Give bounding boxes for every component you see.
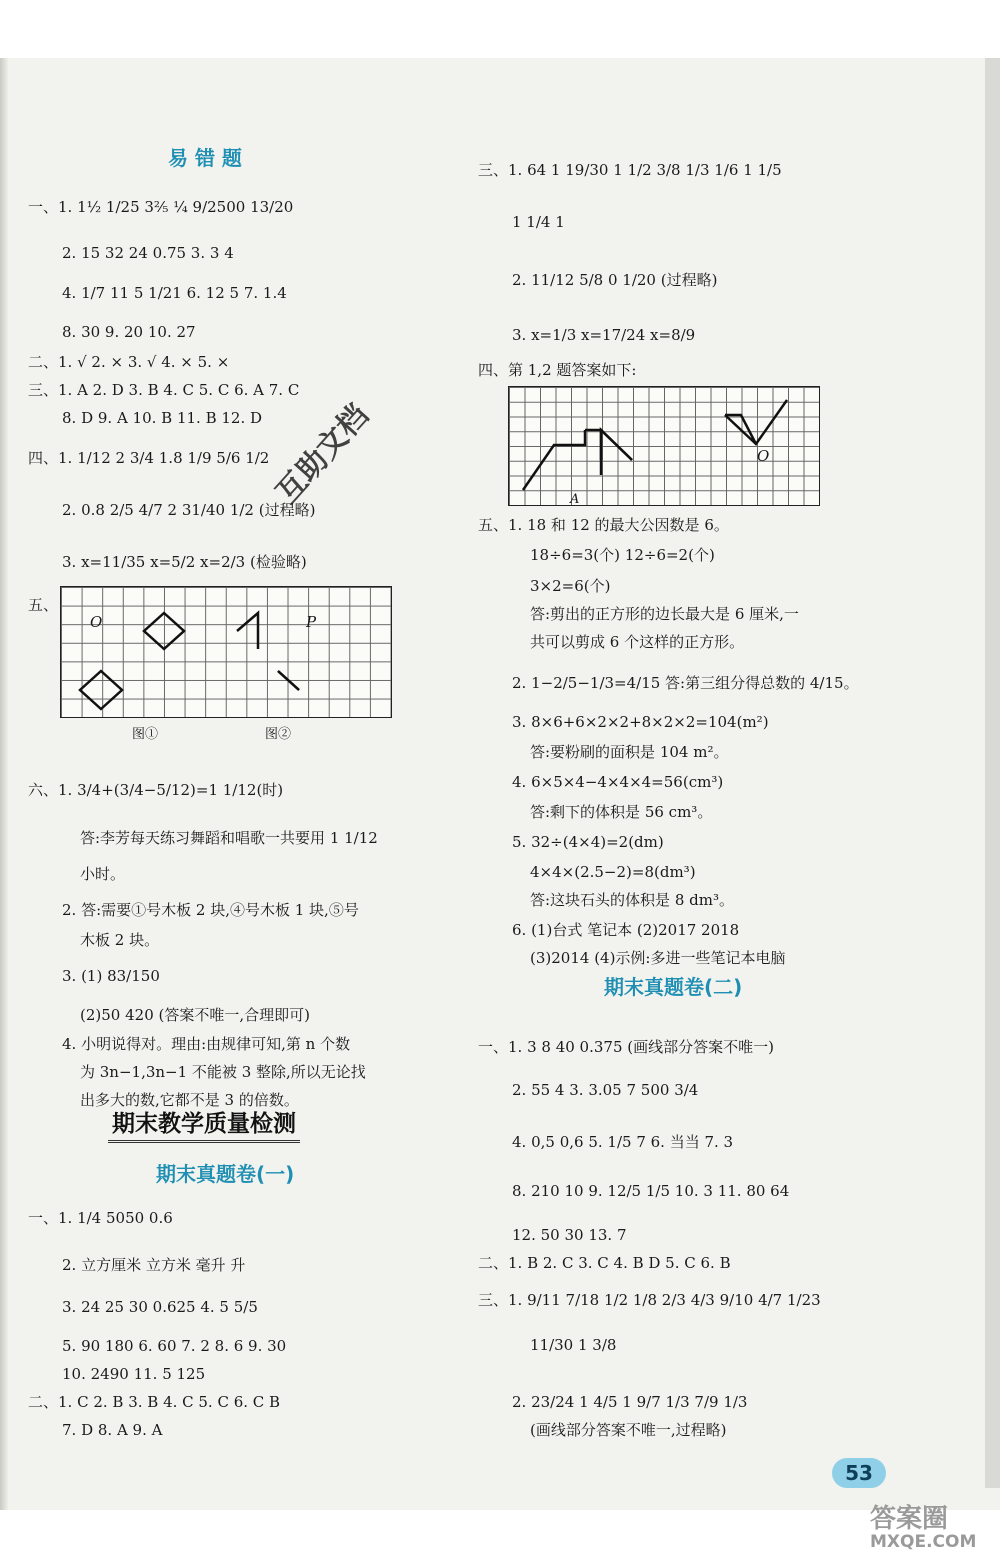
left-answer-line: 一、1. 1/4 5050 0.6 [28,1209,173,1227]
page-edge [985,58,1000,1488]
exam-paper-1-title: 期末真题卷(一) [156,1162,295,1186]
right-answer-line: 答:剩下的体积是 56 cm³。 [530,803,713,821]
right-answer-line: (画线部分答案不唯一,过程略) [530,1421,727,1439]
right-answer-line: 答:剪出的正方形的边长最大是 6 厘米,一 [530,605,799,623]
stamp-watermark: 互助文档 [269,398,376,511]
left-answer-line: 2. 立方厘米 立方米 毫升 升 [62,1256,246,1274]
left-answer-line: 3. (1) 83/150 [62,967,160,985]
label-a: A [570,492,580,507]
grid-figure-left-shapes [60,586,392,718]
left-answer-line: 8. D 9. A 10. B 11. B 12. D [62,409,263,427]
left-answer-line: 四、1. 1/12 2 3/4 1.8 1/9 5/6 1/2 [28,449,270,467]
left-answer-line: 五、 [28,596,59,614]
left-answer-line: 10. 2490 11. 5 125 [62,1365,206,1383]
right-answer-line: 二、1. B 2. C 3. C 4. B D 5. C 6. B [478,1254,731,1272]
label-p: P [306,613,317,631]
page-fold-shadow [0,58,8,1510]
figure-1-caption: 图① [132,727,159,742]
grid-figure-right-shapes [508,386,820,506]
right-answer-line: 11/30 1 3/8 [530,1336,617,1354]
left-answer-line: 三、1. A 2. D 3. B 4. C 5. C 6. A 7. C [28,381,300,399]
right-answer-line: 1 1/4 1 [512,213,565,231]
figure-2-caption: 图② [265,727,292,742]
right-answer-line: 5. 32÷(4×4)=2(dm) [512,833,664,851]
left-answer-line: 8. 30 9. 20 10. 27 [62,323,196,341]
left-answer-line: 二、1. √ 2. × 3. √ 4. × 5. × [28,353,230,371]
top-margin [0,0,1000,58]
left-answer-line: 4. 小明说得对。理由:由规律可知,第 n 个数 [62,1035,351,1053]
right-answer-line: 4. 6×5×4−4×4×4=56(cm³) [512,773,724,791]
right-answer-line: 四、第 1,2 题答案如下: [478,361,637,379]
site-watermark: 答案圈 [870,1504,949,1534]
right-answer-line: 三、1. 64 1 19/30 1 1/2 3/8 1/3 1/6 1 1/5 [478,161,782,179]
exam-paper-2-title: 期末真题卷(二) [604,975,743,999]
page-number: 53 [832,1458,886,1488]
left-answer-line: 3. 24 25 30 0.625 4. 5 5/5 [62,1298,258,1316]
right-answer-line: 答:这块石头的体积是 8 dm³。 [530,891,734,909]
right-answer-line: 18÷6=3(个) 12÷6=2(个) [530,546,715,564]
left-answer-line: 六、1. 3/4+(3/4−5/12)=1 1/12(时) [28,781,284,799]
bottom-margin [0,1510,1000,1565]
left-answer-line: (2)50 420 (答案不唯一,合理即可) [80,1006,310,1024]
left-answer-line: 4. 1/7 11 5 1/21 6. 12 5 7. 1.4 [62,284,287,302]
left-answer-line: 2. 0.8 2/5 4/7 2 31/40 1/2 (过程略) [62,501,316,519]
right-answer-line: 2. 55 4 3. 3.05 7 500 3/4 [512,1081,699,1099]
site-watermark-url: MXQE.COM [870,1532,977,1552]
label-o: O [90,613,103,631]
right-answer-line: 2. 11/12 5/8 0 1/20 (过程略) [512,271,718,289]
left-answer-line: 答:李芳每天练习舞蹈和唱歌一共要用 1 1/12 [80,829,378,847]
left-answer-line: 木板 2 块。 [80,931,160,949]
left-answer-line: 2. 答:需要①号木板 2 块,④号木板 1 块,⑤号 [62,901,359,919]
left-answer-line: 为 3n−1,3n−1 不能被 3 整除,所以无论找 [80,1063,366,1081]
right-answer-line: 3×2=6(个) [530,577,611,595]
right-answer-line: 2. 1−2/5−1/3=4/15 答:第三组分得总数的 4/15。 [512,674,859,692]
left-answer-line: 二、1. C 2. B 3. B 4. C 5. C 6. C B [28,1393,281,1411]
label-o-right: O [757,447,770,465]
left-answer-line: 2. 15 32 24 0.75 3. 3 4 [62,244,234,262]
right-answer-line: 6. (1)台式 笔记本 (2)2017 2018 [512,921,740,939]
section-title-errors: 易 错 题 [168,146,242,170]
right-answer-line: 一、1. 3 8 40 0.375 (画线部分答案不唯一) [478,1038,774,1056]
right-answer-line: 答:要粉刷的面积是 104 m²。 [530,743,729,761]
right-answer-line: 三、1. 9/11 7/18 1/2 1/8 2/3 4/3 9/10 4/7 1/23 [478,1291,821,1309]
left-answer-line: 小时。 [80,865,126,883]
left-answer-line: 7. D 8. A 9. A [62,1421,163,1439]
left-answer-line: 一、1. 1½ 1/25 3⅖ ¼ 9/2500 13/20 [28,198,294,216]
banner-final-exam: 期末教学质量检测 [108,1110,300,1143]
right-answer-line: 2. 23/24 1 4/5 1 9/7 1/3 7/9 1/3 [512,1393,748,1411]
right-answer-line: 4. 0,5 0,6 5. 1/5 7 6. 当当 7. 3 [512,1133,734,1151]
left-answer-line: 5. 90 180 6. 60 7. 2 8. 6 9. 30 [62,1337,287,1355]
right-answer-line: 共可以剪成 6 个这样的正方形。 [530,633,745,651]
right-answer-line: 12. 50 30 13. 7 [512,1226,627,1244]
left-answer-line: 3. x=11/35 x=5/2 x=2/3 (检验略) [62,553,307,571]
right-answer-line: 4×4×(2.5−2)=8(dm³) [530,863,696,881]
right-answer-line: 8. 210 10 9. 12/5 1/5 10. 3 11. 80 64 [512,1182,790,1200]
right-answer-line: 五、1. 18 和 12 的最大公因数是 6。 [478,516,729,534]
right-answer-line: 3. 8×6+6×2×2+8×2×2=104(m²) [512,713,769,731]
right-answer-line: 3. x=1/3 x=17/24 x=8/9 [512,326,696,344]
right-answer-line: (3)2014 (4)示例:多进一些笔记本电脑 [530,949,786,967]
left-answer-line: 出多大的数,它都不是 3 的倍数。 [80,1091,299,1109]
